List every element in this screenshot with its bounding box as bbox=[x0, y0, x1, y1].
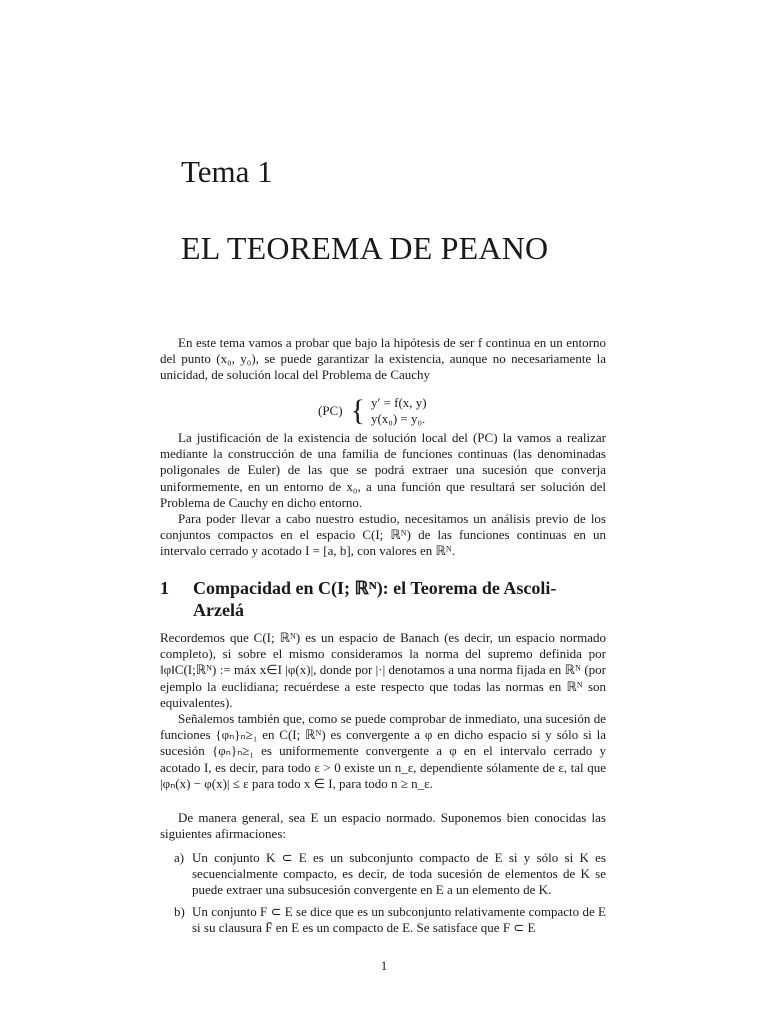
section-text-2: Señalemos también que, como se puede comprobar de inmediato, una sucesión de funciones {φₙ}ₙ≥₁ en C(I; ℝᴺ) es convergente a φ en dicho espacio si y sólo si la sucesión {φₙ}ₙ≥₁ es uniformemente convergente a φ en el intervalo cerrado y acotado I, es decir, para todo ε > 0 existe un n_ε, dependiente sólamente de ε, tal que |φₙ(x) − φ(x)| ≤ ε para todo x ∈ I, para todo n ≥ n_ε. bbox=[160, 711, 606, 791]
section-1-paragraph-3 bbox=[160, 810, 606, 842]
list-item-label: b) bbox=[174, 904, 185, 919]
section-1-body bbox=[160, 630, 606, 792]
section-title-line2: Arzelá bbox=[193, 600, 244, 620]
section-title-line1: Compacidad en C(I; ℝᴺ): el Teorema de Ascoli- bbox=[193, 578, 557, 598]
list-item-b bbox=[160, 904, 606, 936]
list-item-label: a) bbox=[174, 850, 185, 865]
list-item-text: Un conjunto K ⊂ E es un subconjunto compacto de E si y sólo si K es secuencialmente compacto, es decir, de toda sucesión de elementos de K se puede extraer una subsucesión convergente en E a un elemento de K. bbox=[192, 850, 606, 898]
intro-paragraphs-2-3 bbox=[160, 430, 606, 560]
section-text-1: Recordemos que C(I; ℝᴺ) es un espacio de Banach (es decir, un espacio normado completo), si sobre el mismo consideramos la norma del supremo definida por ‖φ‖C(I;ℝᴺ) := máx x∈I |φ(x)|, donde por |·| denotamos a una norma fijada en ℝᴺ (por ejemplo la euclidiana; recuérdese a este respecto que todas las normas en ℝᴺ son equivalentes). bbox=[160, 630, 606, 710]
chapter-label: Tema 1 bbox=[181, 154, 273, 189]
left-brace: { bbox=[350, 394, 365, 427]
chapter-title: EL TEOREMA DE PEANO bbox=[181, 230, 549, 266]
intro-text-3: Para poder llevar a cabo nuestro estudio, necesitamos un análisis previo de los conjuntos compactos en el espacio C(I; ℝᴺ) de las funciones continuas en un intervalo cerrado y acotado I = [a, b], con valores en ℝᴺ. bbox=[160, 511, 606, 559]
system-label: (PC) bbox=[318, 403, 343, 418]
section-1-title bbox=[160, 577, 610, 621]
section-text-3: De manera general, sea E un espacio normado. Suponemos bien conocidas las siguientes afirmaciones: bbox=[160, 810, 606, 842]
cauchy-problem-system bbox=[318, 395, 427, 427]
system-equations bbox=[371, 395, 427, 427]
list-item-text: Un conjunto F ⊂ E se dice que es un subconjunto relativamente compacto de E si su clausura F̄ en E es un compacto de E. Se satisface que F ⊂ E bbox=[192, 904, 606, 936]
equation-2: y(x₀) = y₀. bbox=[370, 411, 426, 426]
equation-1: y′ = f(x, y) bbox=[370, 395, 427, 410]
page-number: 1 bbox=[380, 958, 388, 973]
intro-text-2: La justificación de la existencia de solución local del (PC) la vamos a realizar mediante la construcción de una familia de funciones continuas (las denominadas poligonales de Euler) de las que se podrá extraer una sucesión que converja uniformemente, en un entorno de x₀, a una función que resultará ser solución del Problema de Cauchy en dicho entorno. bbox=[160, 430, 606, 510]
list-item-a bbox=[160, 850, 606, 899]
intro-paragraph-1 bbox=[160, 335, 606, 384]
intro-text-1: En este tema vamos a probar que bajo la hipótesis de ser f continua en un entorno del punto (x₀, y₀), se puede garantizar la existencia, aunque no necesariamente la unicidad, de solución local del Problema de Cauchy bbox=[160, 335, 606, 383]
section-number: 1 bbox=[160, 578, 169, 598]
